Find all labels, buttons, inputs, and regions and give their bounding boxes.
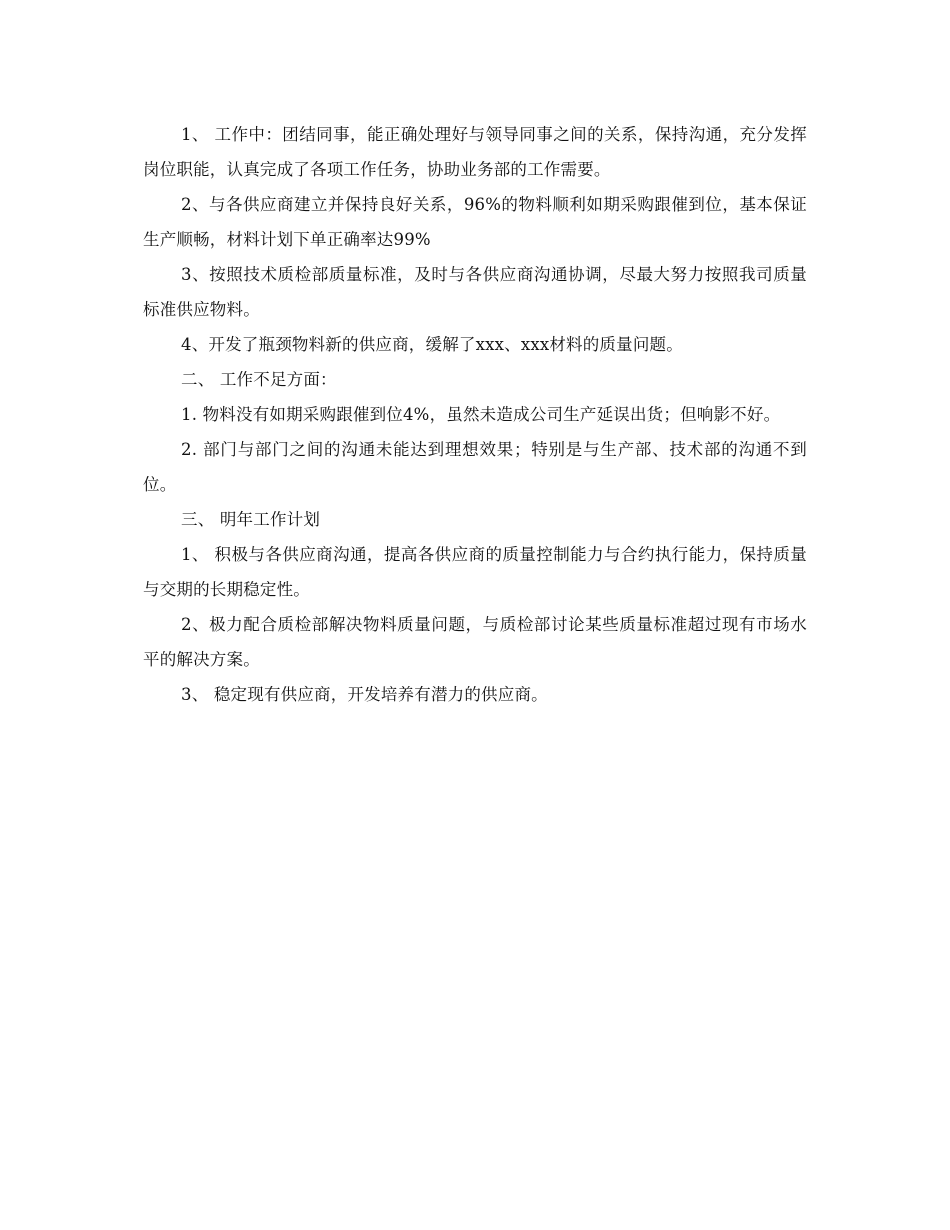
section-heading-next-year-plan: 三、 明年工作计划 <box>181 510 321 529</box>
paragraph-shortcoming-1: 1. 物料没有如期采购跟催到位4%，虽然未造成公司生产延误出货；但响影不好。 <box>181 405 781 424</box>
paragraph-achievement-3: 3、按照技术质检部质量标准，及时与各供应商沟通协调，尽最大努力按照我司质量标准供应物料。 <box>143 265 807 319</box>
paragraph-plan-2: 2、极力配合质检部解决物料质量问题，与质检部讨论某些质量标准超过现有市场水平的解决方案。 <box>143 615 807 669</box>
paragraph-achievement-4: 4、开发了瓶颈物料新的供应商，缓解了xxx、xxx材料的质量问题。 <box>181 335 683 354</box>
document-body <box>143 117 807 712</box>
paragraph-shortcoming-2: 2. 部门与部门之间的沟通未能达到理想效果；特别是与生产部、技术部的沟通不到位。 <box>143 440 807 494</box>
paragraph-plan-3: 3、 稳定现有供应商，开发培养有潜力的供应商。 <box>181 685 548 704</box>
paragraph-achievement-2: 2、与各供应商建立并保持良好关系，96%的物料顺利如期采购跟催到位，基本保证生产顺畅，材料计划下单正确率达99% <box>143 195 807 249</box>
section-heading-shortcomings: 二、 工作不足方面： <box>181 370 337 389</box>
paragraph-plan-1: 1、 积极与各供应商沟通，提高各供应商的质量控制能力与合约执行能力，保持质量与交期的长期稳定性。 <box>143 545 807 599</box>
paragraph-achievement-1: 1、 工作中：团结同事，能正确处理好与领导同事之间的关系，保持沟通，充分发挥岗位职能，认真完成了各项工作任务，协助业务部的工作需要。 <box>143 125 807 179</box>
